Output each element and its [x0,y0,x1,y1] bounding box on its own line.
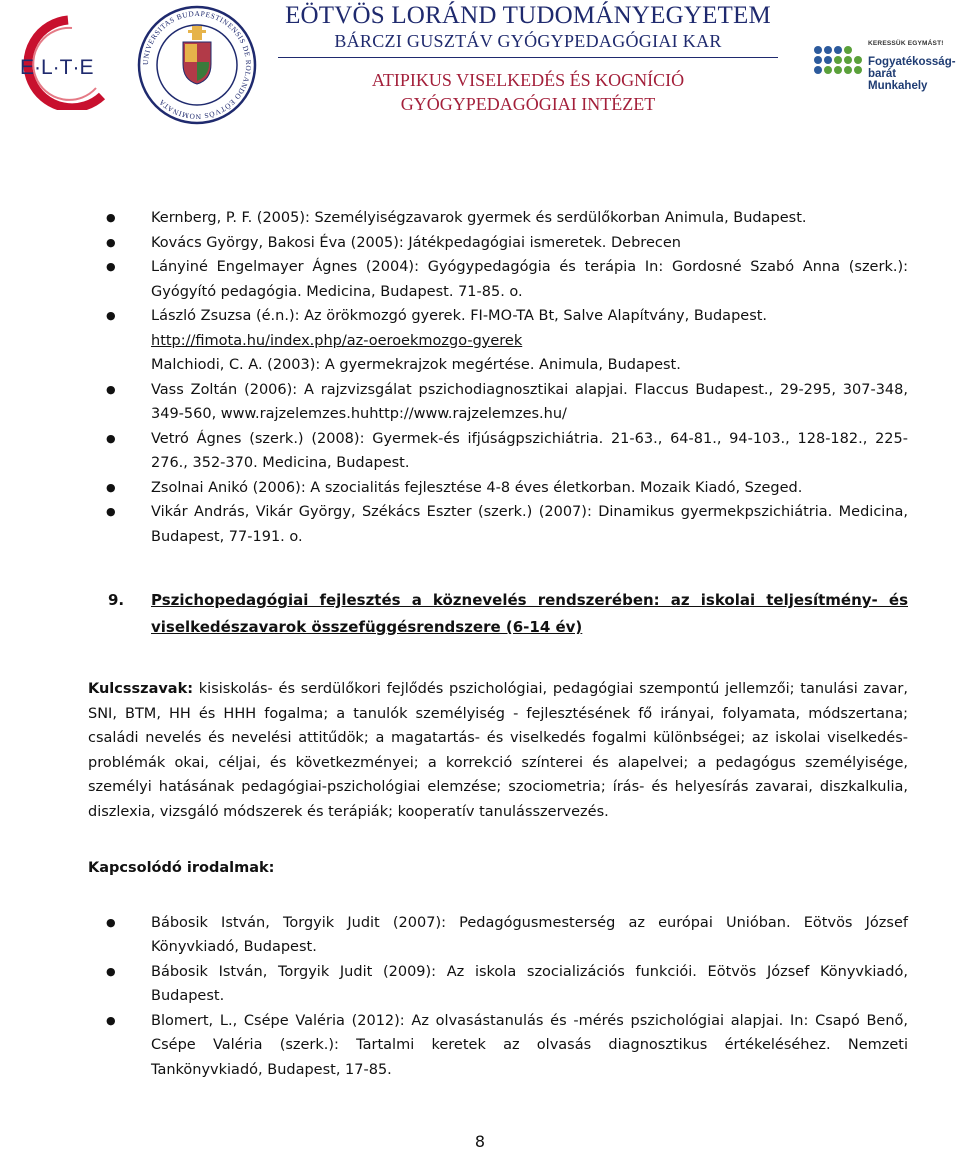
page-header [0,0,960,130]
reference-item: Malchiodi, C. A. (2003): A gyermekrajzok megértése. Animula, Budapest. [151,357,681,373]
reference-item: ● László Zsuzsa (é.n.): Az örökmozgó gyerek. FI-MO-TA Bt, Salve Alapítvány, Budapest. [88,304,908,329]
reference-item: ● Blomert, L., Csépe Valéria (2012): Az olvasástanulás és -mérés pszichológiai alapjai. In: Csapó Benő, Csépe Valéria (szerk.): Tartalmi keretek az olvasás diagnosztikus értékeléséhez. Nemzeti Tankönyvkiadó, Budapest, 17-85. [88,1009,908,1083]
section-title: Pszichopedagógiai fejlesztés a köznevelés rendszerében: az iskolai teljesítmény- és viselkedészavarok összefüggésrendszere (6-14 év) [151,591,908,636]
badge-title-line1: Fogyatékosság-barát [868,56,956,80]
reference-item: ● Vetró Ágnes (szerk.) (2008): Gyermek-és ifjúságpszichiátria. 21-63., 64-81., 94-103., 128-182., 225-276., 352-370. Medicina, Budapest. [88,427,908,476]
related-literature-heading: Kapcsolódó irodalmak: [88,860,275,876]
reference-item: ● Bábosik István, Torgyik Judit (2009): Az iskola szocializációs funkciói. Eötvös József Könyvkiadó, Budapest. [88,960,908,1009]
page-number: 8 [474,1132,486,1151]
faculty-name: BÁRCZI GUSZTÁV GYÓGYPEDAGÓGIAI KAR [334,31,722,51]
reference-item: ● Lányiné Engelmayer Ágnes (2004): Gyógypedagógia és terápia In: Gordosné Szabó Anna (szerk.): Gyógyító pedagógia. Medicina, Budapest. 71-85. o. [88,255,908,304]
reference-item: ● Kovács György, Bakosi Éva (2005): Játékpedagógiai ismeretek. Debrecen [88,231,908,256]
reference-item[interactable]: http://fimota.hu/index.php/az-oeroekmozgo-gyerek [151,332,523,349]
institution-block [268,0,788,116]
keywords-paragraph [88,677,908,824]
document-body [88,206,908,1082]
reference-list-bottom [88,911,908,1083]
seal-text: UNIVERSITAS BUDAPESTINENSIS DE ROLANDO EÖTVÖS NOMINATA [140,8,254,122]
reference-item: ● Bábosik István, Torgyik Judit (2007): Pedagógusmesterség az európai Unióban. Eötvös József Könyvkiadó, Budapest. [88,911,908,960]
header-divider [278,57,778,58]
university-name: EÖTVÖS LORÁND TUDOMÁNYEGYETEM [285,2,771,29]
reference-item: ● Zsolnai Anikó (2006): A szocialitás fejlesztése 4-8 éves életkorban. Mozaik Kiadó, Szeged. [88,476,908,501]
badge-title [868,56,960,92]
badge-tagline: KERESSÜK EGYMÁST! [868,40,944,47]
institute-name-line1: ATIPIKUS VISELKEDÉS ÉS KOGNÍCIÓ [371,70,685,90]
institute-name-line2: GYÓGYPEDAGÓGIAI INTÉZET [400,94,656,114]
reference-list-top [88,206,908,549]
reference-item: ● Vikár András, Vikár György, Székács Eszter (szerk.) (2007): Dinamikus gyermekpszichiátria. Medicina, Budapest, 77-191. o. [88,500,908,549]
elte-logo [6,14,124,110]
keywords-label: Kulcsszavak: [88,681,194,697]
keywords-text: kisiskolás- és serdülőkori fejlődés pszichológiai, pedagógiai szempontú jellemzői; tanulási zavar, SNI, BTM, HH és HHH fogalma; a tanulók személyiség - fejlesztésének fő irányai, folyamata, módszertana; családi nevelés és nevelési attitűdök; a magatartás- és viselkedés fogalmi különbségei; az iskolai viselkedés-problémák okai, céljai, és következményei; a korrekció színterei és alapelvei; a pedagógus személyisége, személyi hatásának pedagógiai-pszichológiai elemzése; szociometria; írás- és helyesírás zavarai, diszkalkulia, diszlexia, vizsgáló módszerek és terápiák; kooperatív tanulásszervezés. [88,681,908,820]
badge-title-line2: Munkahely [868,80,928,92]
section-heading [88,587,908,641]
university-seal [136,4,258,126]
section-number: 9. [108,591,125,609]
reference-item: ● Kernberg, P. F. (2005): Személyiségzavarok gyermek és serdülőkorban Animula, Budapest. [88,206,908,231]
elte-logo-text: E·L·T·E [20,56,94,79]
reference-item: ● Vass Zoltán (2006): A rajzvizsgálat pszichodiagnosztikai alapjai. Flaccus Budapest., 29-295, 307-348, 349-560, www.rajzelemzes.huhttp://www.rajzelemzes.hu/ [88,378,908,427]
